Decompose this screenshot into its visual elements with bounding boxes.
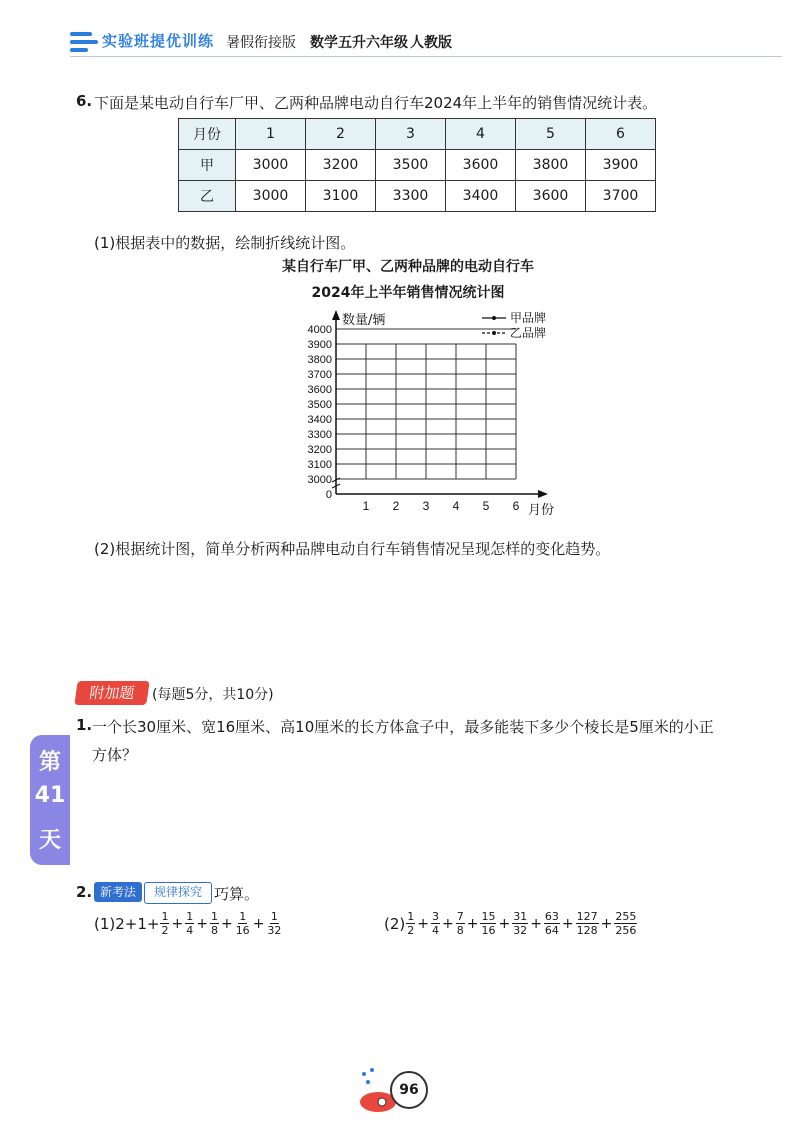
fraction-numerator: 255 — [615, 910, 637, 923]
table-cell: 3000 — [236, 181, 306, 212]
table-cell: 3400 — [446, 181, 516, 212]
fraction — [544, 910, 560, 937]
q6-part2: (2)根据统计图，简单分析两种品牌电动自行车销售情况呈现怎样的变化趋势。 — [94, 540, 611, 558]
fraction-numerator: 1 — [161, 910, 169, 923]
table-cell: 3500 — [376, 150, 446, 181]
chart-subtitle: 2024年上半年销售情况统计图 — [311, 285, 505, 301]
y-tick-label: 3400 — [307, 414, 332, 426]
fraction-numerator: 1 — [210, 910, 218, 923]
y-axis-label: 数量/辆 — [342, 313, 386, 328]
bonus-q1-line2: 方体？ — [92, 746, 138, 764]
q6-number: 6. — [76, 92, 93, 110]
side-tab-line2: 41 — [34, 783, 66, 808]
fraction — [210, 910, 219, 937]
fraction-denominator: 4 — [186, 924, 194, 937]
bonus-q1-line1: 一个长30厘米、宽16厘米、高10厘米的长方体盒子中，最多能装下多少个棱长是5厘米的小正 — [92, 718, 714, 736]
table-header-cell: 6 — [586, 119, 656, 150]
y-tick-label: 3700 — [307, 369, 332, 381]
fraction — [456, 910, 465, 937]
y-tick-label: 3600 — [307, 384, 332, 396]
table-row-label: 甲 — [179, 150, 236, 181]
fraction — [431, 910, 440, 937]
legend-marker-jia — [492, 316, 496, 320]
legend-label-jia: 甲品牌 — [510, 311, 547, 325]
fraction-denominator: 2 — [161, 924, 169, 937]
edition-label: 暑假衔接版 — [226, 35, 296, 51]
table-cell: 3600 — [446, 150, 516, 181]
pattern-tag: 规律探究 — [144, 882, 212, 904]
fraction-denominator: 256 — [615, 924, 637, 937]
calc2-fractions — [405, 910, 638, 937]
x-tick-label: 2 — [392, 499, 400, 513]
header-divider — [70, 56, 782, 57]
x-axis-label: 月份 — [528, 503, 555, 518]
table-header-cell: 2 — [306, 119, 376, 150]
brand-logo — [70, 30, 220, 54]
fraction-denominator: 4 — [431, 924, 439, 937]
y-tick-label: 4000 — [307, 324, 332, 336]
table-header-cell: 1 — [236, 119, 306, 150]
calc1-prefix: (1)2+1+ — [94, 914, 160, 933]
plus-sign: + — [466, 916, 479, 932]
fraction-numerator: 7 — [456, 910, 464, 923]
fraction-denominator: 128 — [576, 924, 598, 937]
fraction-denominator: 64 — [544, 924, 559, 937]
y-tick-label: 0 — [325, 489, 332, 501]
y-tick-label: 3000 — [307, 474, 332, 486]
table-row-label: 乙 — [179, 181, 236, 212]
bonus-note: (每题5分，共10分) — [152, 687, 274, 703]
new-method-tag: 新考法 — [94, 882, 142, 902]
y-tick-label: 3900 — [307, 339, 332, 351]
table-cell: 3900 — [586, 150, 656, 181]
x-tick-label: 3 — [422, 499, 430, 513]
fraction — [480, 910, 496, 937]
line-chart — [280, 306, 590, 526]
brand-name: 实验班提优训练 — [102, 32, 215, 50]
table-header-cell: 3 — [376, 119, 446, 150]
table-cell: 3800 — [516, 150, 586, 181]
fraction — [266, 910, 282, 937]
plus-sign: + — [600, 916, 613, 932]
day-side-tab — [30, 735, 70, 865]
fraction-numerator: 3 — [431, 910, 439, 923]
fraction-numerator: 127 — [576, 910, 598, 923]
table-cell: 3000 — [236, 150, 306, 181]
fraction-denominator: 8 — [456, 924, 464, 937]
x-tick-label: 6 — [512, 499, 520, 513]
fraction-denominator: 32 — [267, 924, 282, 937]
table-cell: 3700 — [586, 181, 656, 212]
y-tick-label: 3800 — [307, 354, 332, 366]
plus-sign: + — [171, 916, 184, 932]
table-row — [179, 119, 656, 150]
plus-sign: + — [441, 916, 454, 932]
table-header-cell: 5 — [516, 119, 586, 150]
sales-table — [178, 118, 656, 212]
table-header-label: 月份 — [179, 119, 236, 150]
bonus-q2-number: 2. — [76, 883, 93, 901]
legend-label-yi: 乙品牌 — [510, 326, 547, 340]
table-cell: 3600 — [516, 181, 586, 212]
plus-sign: + — [561, 916, 574, 932]
x-tick-label: 1 — [362, 499, 370, 513]
bonus-q1-number: 1. — [76, 716, 93, 734]
fraction — [185, 910, 194, 937]
fraction — [614, 910, 637, 937]
fraction — [512, 910, 528, 937]
grade-label: 数学五升六年级 — [310, 35, 408, 51]
table-row — [179, 181, 656, 212]
q6-text: 下面是某电动自行车厂甲、乙两种品牌电动自行车2024年上半年的销售情况统计表。 — [94, 94, 658, 112]
x-tick-label: 5 — [482, 499, 490, 513]
fraction-numerator: 1 — [270, 910, 278, 923]
calc2-prefix: (2) — [384, 914, 406, 933]
fraction-numerator: 63 — [544, 910, 559, 923]
fraction-denominator: 32 — [513, 924, 528, 937]
calc-expression-2 — [384, 910, 638, 937]
q6-part1: (1)根据表中的数据，绘制折线统计图。 — [94, 234, 356, 252]
fraction — [576, 910, 599, 937]
legend-marker-yi — [492, 331, 496, 335]
plus-sign: + — [220, 916, 233, 932]
table-cell: 3300 — [376, 181, 446, 212]
chart-title: 某自行车厂甲、乙两种品牌的电动自行车 — [282, 259, 534, 275]
fraction — [160, 910, 169, 937]
y-tick-label: 3500 — [307, 399, 332, 411]
fraction-numerator: 31 — [513, 910, 528, 923]
fraction-denominator: 2 — [407, 924, 415, 937]
side-tab-line3: 天 — [38, 828, 61, 853]
fraction-numerator: 1 — [407, 910, 415, 923]
table-cell: 3200 — [306, 150, 376, 181]
side-tab-line1: 第 — [38, 750, 61, 775]
plus-sign: + — [252, 916, 265, 932]
fraction-numerator: 1 — [239, 910, 247, 923]
x-axis-arrow — [538, 490, 548, 498]
table-row — [179, 150, 656, 181]
table-cell: 3100 — [306, 181, 376, 212]
fraction-denominator: 8 — [210, 924, 218, 937]
calc-expression-1 — [94, 910, 283, 937]
page-number: 96 — [390, 1071, 428, 1109]
y-tick-label: 3200 — [307, 444, 332, 456]
bonus-tag: 附加题 — [74, 681, 149, 705]
fraction-denominator: 16 — [481, 924, 496, 937]
calc1-fractions — [159, 910, 283, 937]
bonus-q2-text: 巧算。 — [214, 885, 260, 903]
table-header-cell: 4 — [446, 119, 516, 150]
y-axis-arrow — [332, 310, 340, 320]
plus-sign: + — [196, 916, 208, 932]
plus-sign: + — [417, 916, 429, 932]
logo-bars-icon — [70, 32, 100, 52]
x-tick-label: 4 — [452, 499, 460, 513]
fraction-denominator: 16 — [235, 924, 250, 937]
y-tick-label: 3300 — [307, 429, 332, 441]
plus-sign: + — [498, 916, 511, 932]
y-tick-label: 3100 — [307, 459, 332, 471]
fraction — [235, 910, 251, 937]
fraction — [406, 910, 415, 937]
publisher-label: 人教版 — [410, 35, 452, 51]
fraction-numerator: 15 — [481, 910, 496, 923]
fraction-numerator: 1 — [186, 910, 194, 923]
plus-sign: + — [530, 916, 542, 932]
